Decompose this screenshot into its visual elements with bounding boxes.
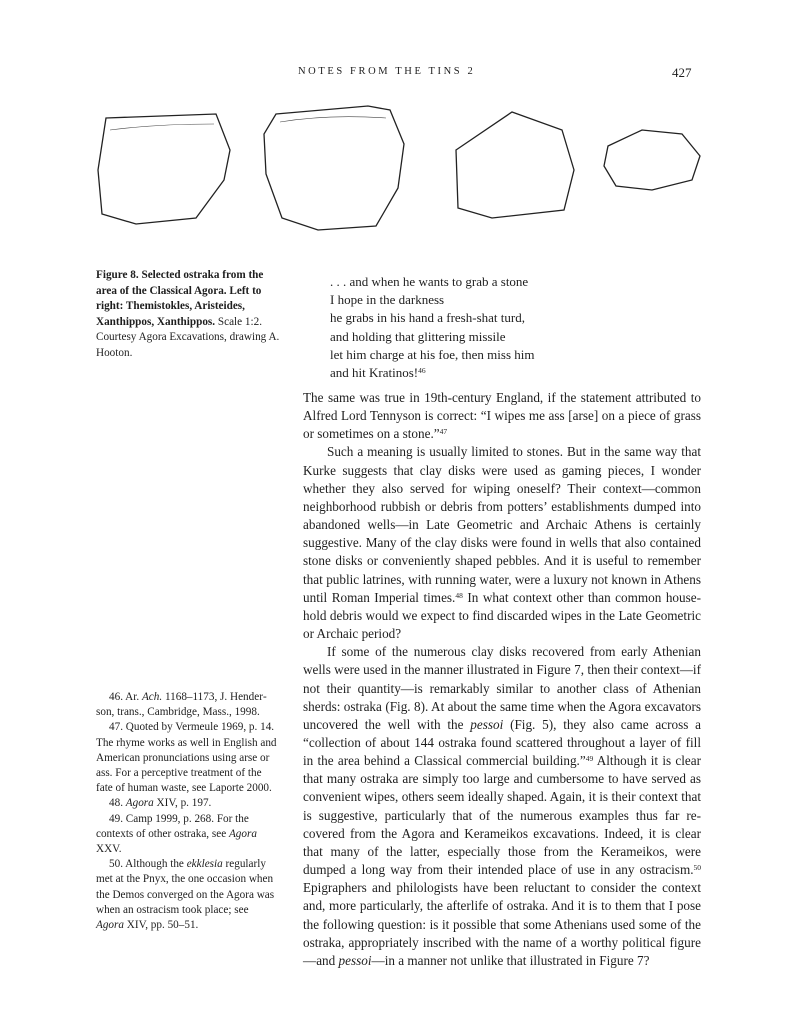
note-italic: ekklesia [186,858,223,871]
note-text: XXV. [96,843,122,856]
note-text: 46. Ar. [109,691,142,703]
footnote-47: 47. Quoted by Vermeule 1969, p. 14. The rhyme works as well in English and American pronunciations using arse or ass. For a perceptive treatment of the fate of human waste, see Laporte 2000. [96,721,277,795]
note-text: XIV, pp. 50–51. [123,919,199,932]
ostracon-drawing [602,128,702,192]
verse-quotation [330,273,534,382]
paragraph-text: If some of the numerous clay disks recovered from early Athenian wells were used in the manner illustrated in Figure 7, then their context—if not their quantity—is remarkably similar to another class of Athenian sherds: ostraka (Fig. 8). At about the same time when the Agora excavators uncovered the well with the [303,644,701,732]
paragraph-text: Epigraphers and philologists have been reluctant to consider the context and, more particularly, the afterlife of ostraka. And it is to them that I pose the following question: is it possible that some Athenians used some of the ostraka, appropriately inscribed with the name of a worthy political figure—and [303,880,701,968]
footnote-ref-46: 46 [418,366,426,376]
note-text: 49. Camp 1999, p. 268. For the contexts of other ostraka, see [96,812,249,840]
note-italic: Ach. [141,691,163,703]
verse-last-text: and hit Kratinos! [330,365,419,381]
verse-line: and holding that glittering missile [330,328,506,344]
caption-bold: Figure 8. Selected ostraka from the area of the Classical Agora. Left to right: Themistokles, Aristeides, Xanthippos, Xanthippos. [96,269,264,328]
caption-credit: Scale 1:2. Courtesy Agora Excavations, drawing A. Hooton. [96,315,280,359]
ostracon-p32903 [452,110,578,222]
italic-term: pessoi [338,952,372,968]
footnote-49 [96,812,278,858]
verse-line-last [330,364,534,382]
note-italic: Agora [125,797,154,810]
note-italic: Agora [228,827,257,840]
paragraph-text: In what context other than common household debris would we expect to find discarded wipes in the Late Geometric or Archaic period? [303,589,702,642]
main-text [303,389,701,970]
paragraph-text: (Fig. 5), they also came across a “collection of about 144 ostraka found scattered throughout a layer of fill in the area behind a Classical commercial building.” [303,716,701,769]
note-text: XIV, p. 197. [153,797,212,810]
note-italic: Agora [96,919,124,932]
ostracon-p32573 [258,104,408,232]
ostracon-drawing [452,110,578,222]
paragraph-text: The same was true in 19th-century England, if the statement attributed to Alfred Lord Tennyson is correct: “I wipes me ass [arse] on a piece of grass or sometimes on a stone.” [303,390,701,442]
footnote-ref-50: 50 [693,863,701,873]
footnote-48: 48. Agora XIV, p. 197. [109,797,212,810]
ostracon-p32525 [602,128,702,192]
footnote-ref-48: 48 [455,590,463,600]
paragraph-text: Although it is clear that many ostraka are simply too large and cumbersome to have served as convenient wipes, others seem ideally shaped. Again, it is their context that is suggestive, particularly that of the numerous examples thus far recovered from the Agora and Kerameikos excavations. Indeed, it is clear that many of the latter, especially those from the Kerameikos, were dumped a long way from their intended place of use in any ostracism. [303,753,701,878]
paragraph-1 [303,389,701,443]
footnote-46 [96,690,278,720]
figure-caption [96,268,286,361]
figure-8-ostraka [96,104,716,254]
footnote-50 [96,857,278,933]
verse-line: he grabs in his hand a fresh-shat turd, [330,310,525,326]
page-number: 427 [672,65,692,80]
note-text: regularly met at the Pnyx, the one occasion when the Demos converged on the Agora was when an ostracism took place; see [96,858,275,916]
paragraph-text: Such a meaning is usually limited to stones. But in the same way that Kurke suggests that clay disks were used as gaming pieces, I wonder whether they also served for wiping oneself? Their context—common neighborhood rubbish or debris from potters’ establishments dumped into abandoned wells—in Late Geometric and Archaic Athens is certainly suggestive. Many of the clay disks were found in wells that also contained stone disks or conveniently shaped pebbles. And it is useful to remember that public latrines, with running water, were a luxury not known in Athens until Roman Imperial times. [303,444,701,605]
footnote-ref-47: 47 [439,427,448,437]
paragraph-2 [303,443,701,643]
footnotes [96,690,278,933]
note-text: 1168–1173, J. Henderson, trans., Cambridge, Mass., 1998. [96,691,267,719]
ostracon-drawing [96,110,236,230]
running-head-title: NOTES FROM THE TINS 2 [298,66,476,77]
paragraph-text: —in a manner not unlike that illustrated in Figure 7? [371,952,650,968]
ostracon-p32544 [96,110,236,230]
verse-line: . . . and when he wants to grab a stone [330,274,529,289]
paragraph-3 [303,643,701,970]
italic-term: pessoi [470,716,504,732]
footnote-ref-49: 49 [585,754,594,764]
note-text: 50. Although the [109,858,187,871]
verse-line: I hope in the darkness [330,292,445,308]
verse-line: let him charge at his foe, then miss him [330,346,535,362]
ostracon-drawing [258,104,408,232]
